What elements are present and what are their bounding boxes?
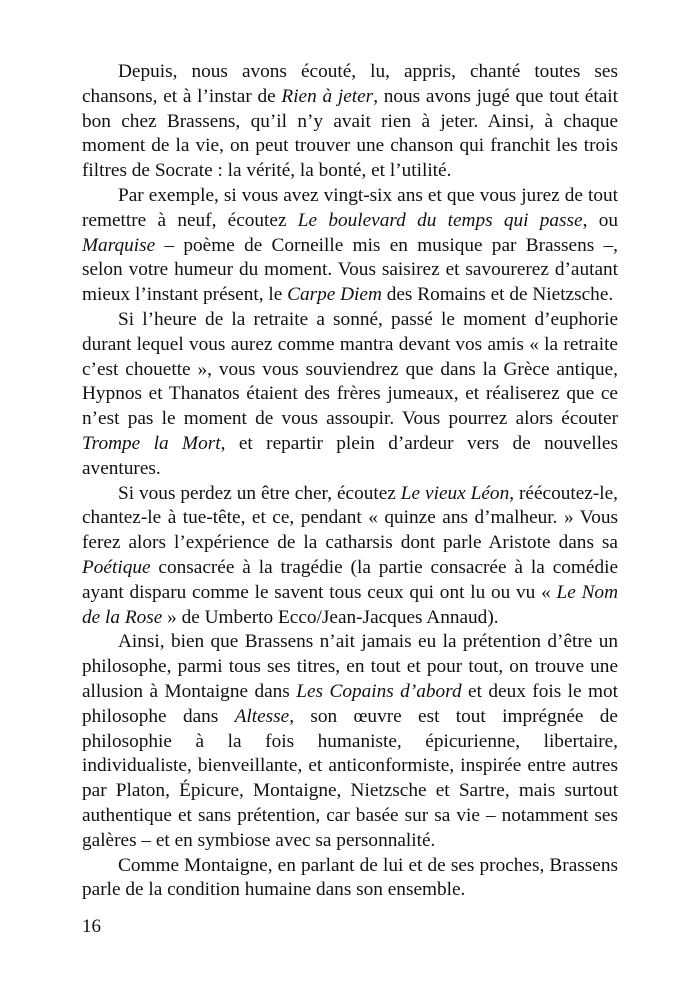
italic-title: Le vieux Léon [400, 482, 510, 504]
italic-title: Altesse [234, 705, 290, 727]
paragraph-2: Par exemple, si vous avez vingt-six ans et que vous jurez de tout remettre à neuf, écoutez Le boulevard du temps qui passe, ou Marquise – poème de Corneille mis en musique par Brassens –, selon votre humeur du moment. Vous saisirez et savourerez d’autant mieux l’instant présent, le Carpe Diem des Romains et de Nietzsche. [82, 184, 618, 306]
italic-title: Trompe la Mort [82, 432, 221, 454]
paragraph-3: Si l’heure de la retraite a sonné, passé le moment d’euphorie durant lequel vous aurez comme mantra devant vos amis « la retraite c’est chouette », vous vous souviendrez que dans la Grèce antique, Hypnos et Thanatos étaient des frères jumeaux, et réaliserez que ce n’est pas le moment de vous assoupir. Vous pourrez alors écouter Trompe la Mort, et repartir plein d’ardeur vers de nouvelles aventures. [82, 308, 618, 479]
paragraph-1: Depuis, nous avons écouté, lu, appris, chanté toutes ses chansons, et à l’instar de Rien à jeter, nous avons jugé que tout était bon chez Brassens, qu’il n’y avait rien à jeter. Ainsi, à chaque moment de la vie, on peut trouver une chanson qui franchit les trois filtres de Socrate : la vérité, la bonté, et l’utilité. [82, 61, 618, 182]
italic-title: Carpe Diem [287, 284, 382, 306]
page-body [82, 60, 618, 903]
italic-title: Le Nom de la Rose [82, 581, 618, 628]
page-number: 16 [82, 916, 101, 937]
italic-title: Le boulevard du temps qui passe [297, 209, 583, 231]
italic-title: Rien à jeter [281, 85, 374, 107]
paragraph-5: Ainsi, bien que Brassens n’ait jamais eu la prétention d’être un philosophe, parmi tous ses titres, en tout et pour tout, on trouve une allusion à Montaigne dans Les Copains d’abord et deux fois le mot philosophe dans Altesse, son œuvre est tout imprégnée de philosophie à la fois humaniste, épicurienne, libertaire, individualiste, bienveillante, et anticonformiste, inspirée entre autres par Platon, Épicure, Montaigne, Nietzsche et Sartre, mais surtout authentique et sans prétention, car basée sur sa vie – notamment ses galères – et en symbiose avec sa personnalité. [82, 631, 618, 851]
paragraph-4: Si vous perdez un être cher, écoutez Le vieux Léon, réécoutez-le, chantez-le à tue-tête, et ce, pendant « quinze ans d’malheur. » Vous ferez alors l’expérience de la catharsis dont parle Aristote dans sa Poétique consacrée à la tragédie (la partie consacrée à la comédie ayant disparu comme le savent tous ceux qui ont lu ou vu « Le Nom de la Rose » de Umberto Ecco/Jean-Jacques Annaud). [82, 482, 618, 628]
italic-title: Poétique [82, 556, 151, 578]
italic-title: Marquise [82, 234, 156, 256]
italic-title: Les Copains d’abord [296, 680, 462, 702]
paragraph-6: Comme Montaigne, en parlant de lui et de ses proches, Brassens parle de la condition humaine dans son ensemble. [82, 854, 618, 901]
